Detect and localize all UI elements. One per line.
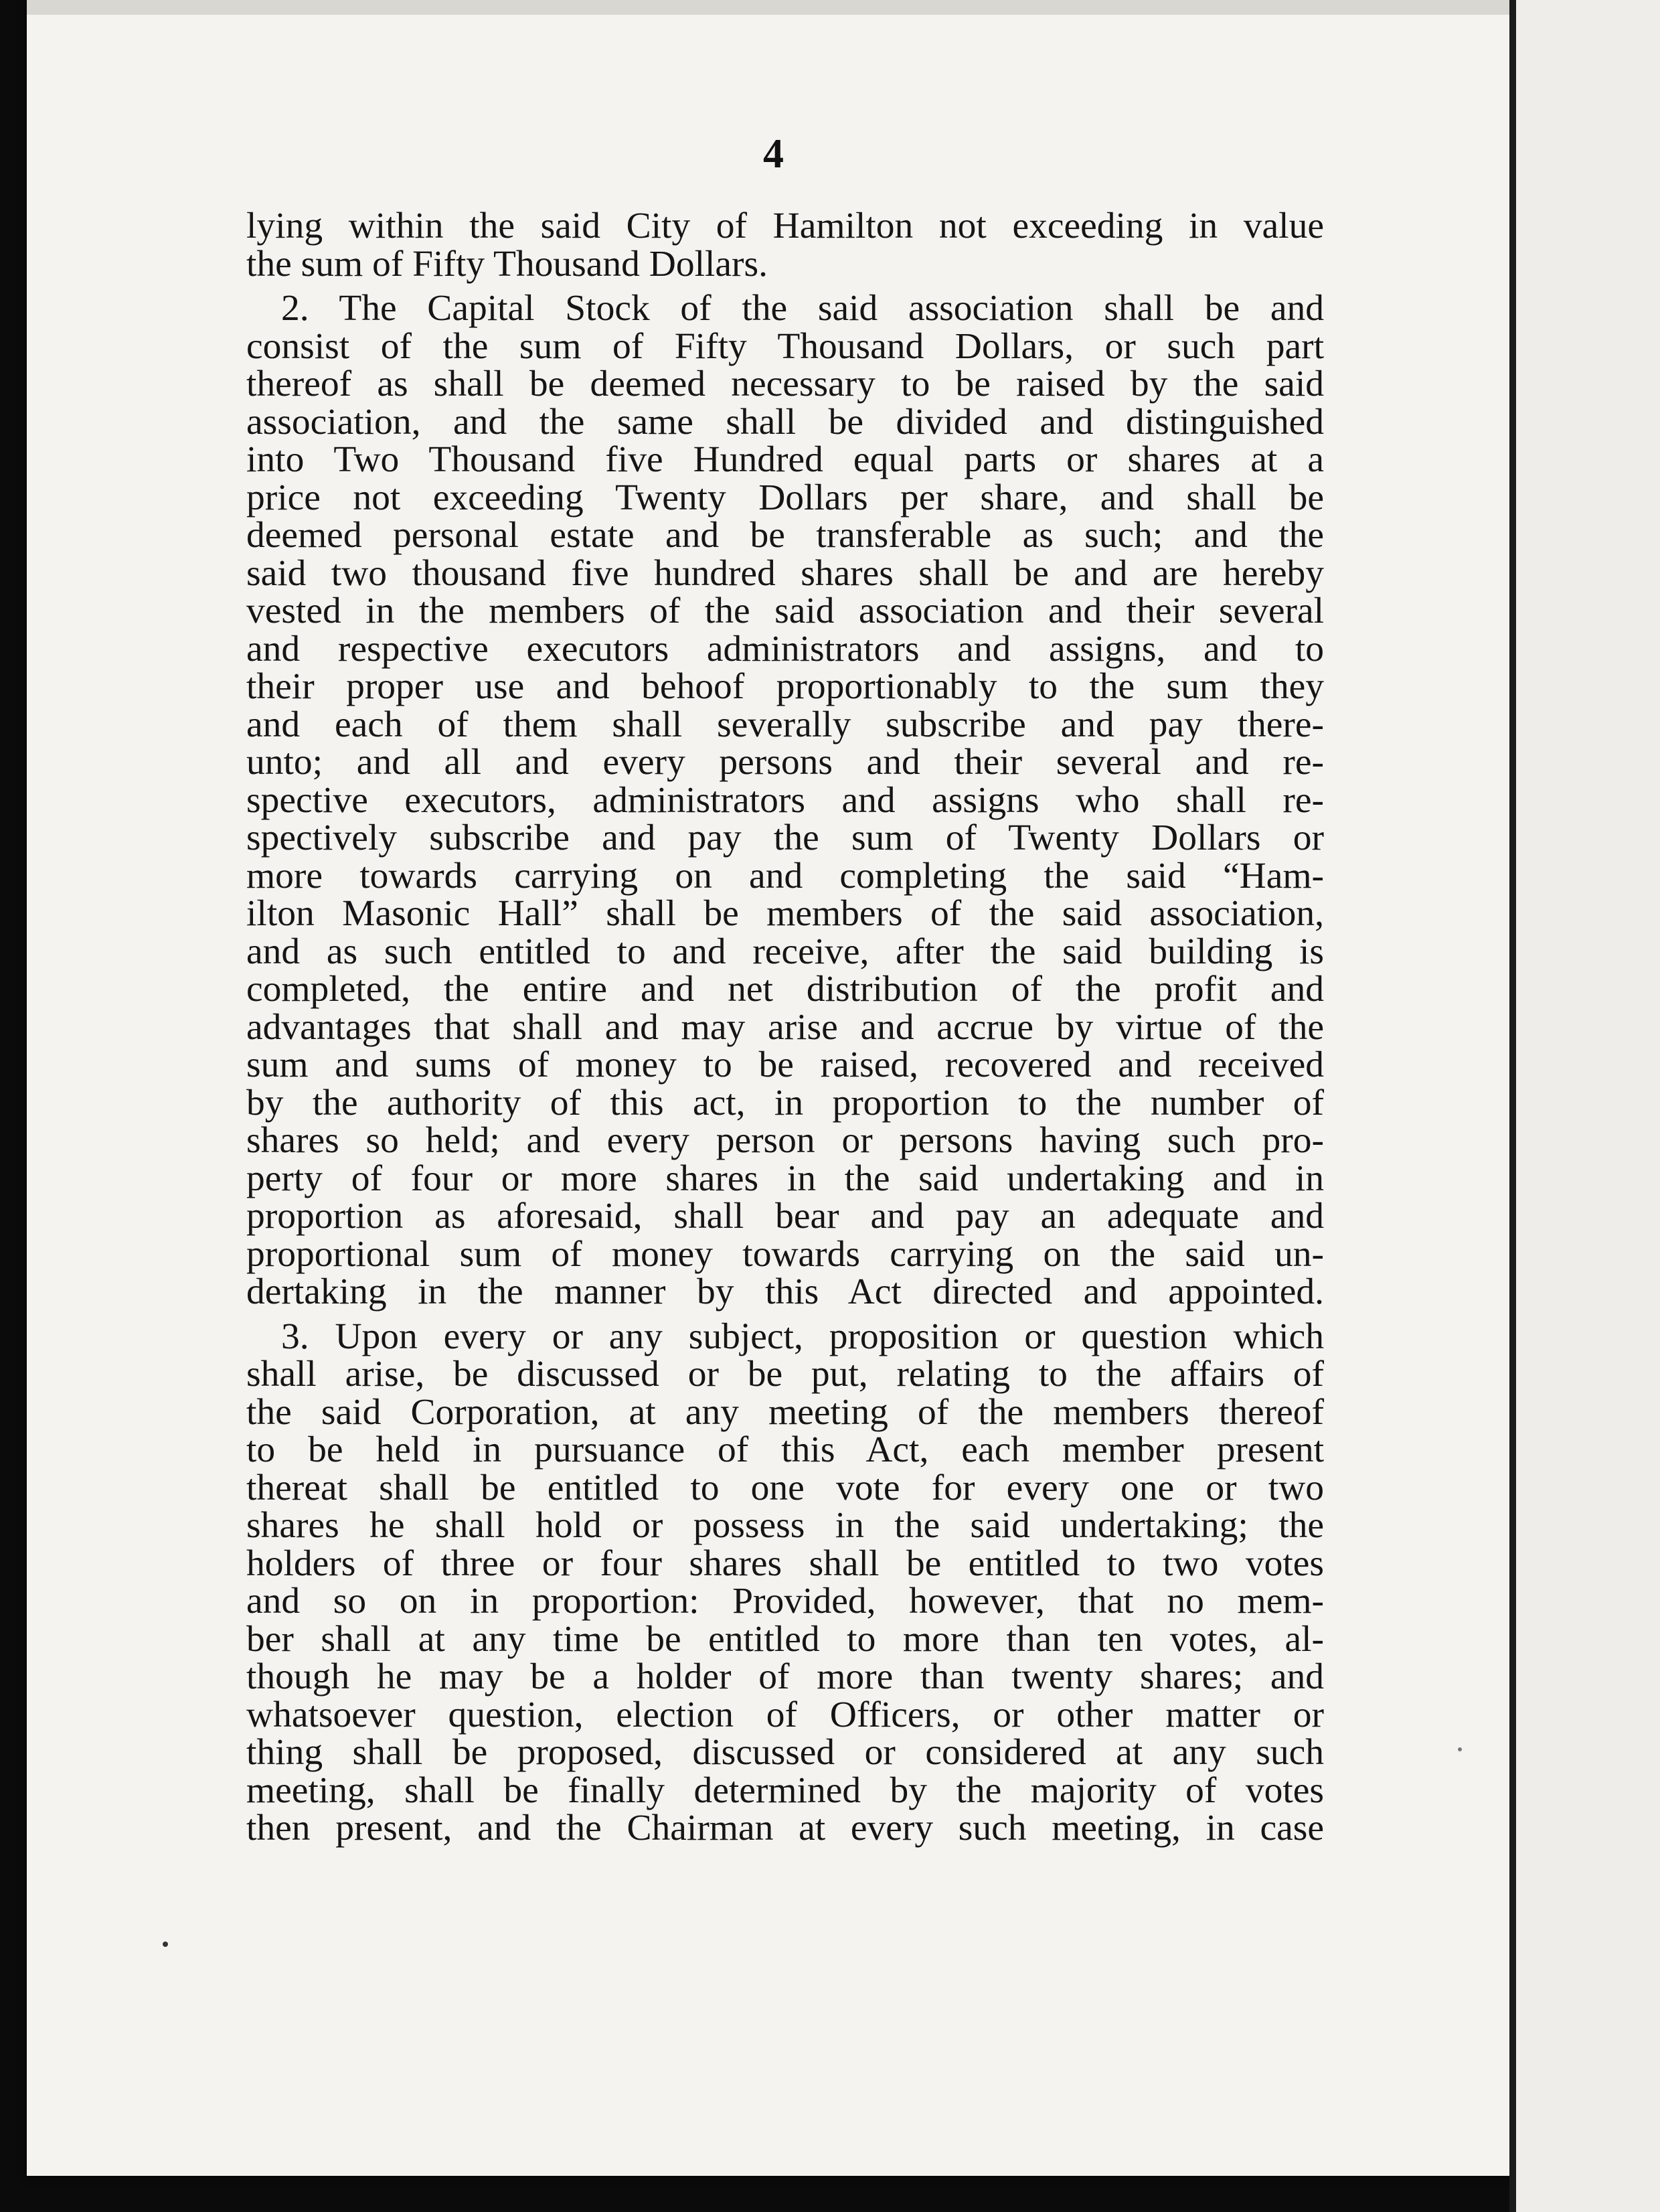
text-line: sum and sums of money to be raised, recovered and received: [246, 1044, 1324, 1085]
text-line: 3. Upon every or any subject, proposition or question which: [281, 1316, 1324, 1357]
text-line: and respective executors administrators and assigns, and to: [246, 628, 1324, 669]
text-line: dertaking in the manner by this Act directed and appointed.: [246, 1271, 1324, 1312]
text-line: and so on in proportion: Provided, however, that no mem-: [246, 1581, 1324, 1622]
text-line: advantages that shall and may arise and accrue by virtue of the: [246, 1006, 1324, 1048]
text-line: to be held in pursuance of this Act, each member present: [246, 1429, 1324, 1470]
text-line: ilton Masonic Hall” shall be members of the said association,: [246, 893, 1324, 934]
text-line: by the authority of this act, in proportion to the number of: [246, 1082, 1324, 1123]
text-line: vested in the members of the said association and their several: [246, 590, 1324, 631]
text-line: their proper use and behoof proportionably to the sum they: [246, 666, 1324, 707]
text-line: the said Corporation, at any meeting of the members thereof: [246, 1391, 1324, 1433]
text-line: deemed personal estate and be transferable as such; and the: [246, 515, 1324, 556]
text-line: the sum of Fifty Thousand Dollars.: [246, 243, 768, 285]
text-line: then present, and the Chairman at every such meeting, in case: [246, 1808, 1324, 1848]
text-line: ber shall at any time be entitled to more than ten votes, al-: [246, 1618, 1324, 1660]
page-top-edge: [27, 0, 1516, 15]
text-line: whatsoever question, election of Officers, or other matter or: [246, 1694, 1324, 1735]
text-line: more towards carrying on and completing the said “Ham-: [246, 855, 1324, 896]
text-line: spectively subscribe and pay the sum of Twenty Dollars or: [246, 817, 1324, 858]
text-line: and each of them shall severally subscribe and pay there-: [246, 704, 1324, 745]
text-line: perty of four or more shares in the said undertaking and in: [246, 1158, 1324, 1199]
body-text: [246, 208, 1324, 1848]
text-line: meeting, shall be finally determined by the majority of votes: [246, 1769, 1324, 1811]
scan-speck: [1458, 1747, 1462, 1751]
text-line: and as such entitled to and receive, after the said building is: [246, 931, 1324, 972]
facing-page-edge: [1516, 0, 1660, 2212]
text-line: thing shall be proposed, discussed or considered at any such: [246, 1732, 1324, 1773]
text-line: said two thousand five hundred shares shall be and are hereby: [246, 552, 1324, 594]
text-line: though he may be a holder of more than twenty shares; and: [246, 1656, 1324, 1697]
text-line: shares so held; and every person or persons having such pro-: [246, 1120, 1324, 1161]
text-line: holders of three or four shares shall be entitled to two votes: [246, 1543, 1324, 1584]
text-line: proportion as aforesaid, shall bear and pay an adequate and: [246, 1196, 1324, 1237]
scan-speck: [163, 1942, 168, 1947]
text-line: price not exceeding Twenty Dollars per share, and shall be: [246, 477, 1324, 518]
text-line: association, and the same shall be divided and distinguished: [246, 401, 1324, 443]
text-line: into Two Thousand five Hundred equal parts or shares at a: [246, 439, 1324, 480]
text-line: unto; and all and every persons and their several and re-: [246, 742, 1324, 783]
text-line: thereat shall be entitled to one vote for every one or two: [246, 1467, 1324, 1508]
text-line: completed, the entire and net distribution of the profit and: [246, 969, 1324, 1010]
text-line: lying within the said City of Hamilton not exceeding in value: [246, 206, 1324, 246]
text-line: shares he shall hold or possess in the said undertaking; the: [246, 1505, 1324, 1546]
text-line: 2. The Capital Stock of the said association shall be and: [281, 288, 1324, 329]
text-line: shall arise, be discussed or be put, relating to the affairs of: [246, 1354, 1324, 1395]
text-line: spective executors, administrators and assigns who shall re-: [246, 779, 1324, 821]
page-number: 4: [763, 131, 784, 177]
text-line: thereof as shall be deemed necessary to be raised by the said: [246, 364, 1324, 404]
text-line: proportional sum of money towards carrying on the said un-: [246, 1233, 1324, 1275]
text-line: consist of the sum of Fifty Thousand Dollars, or such part: [246, 325, 1324, 367]
